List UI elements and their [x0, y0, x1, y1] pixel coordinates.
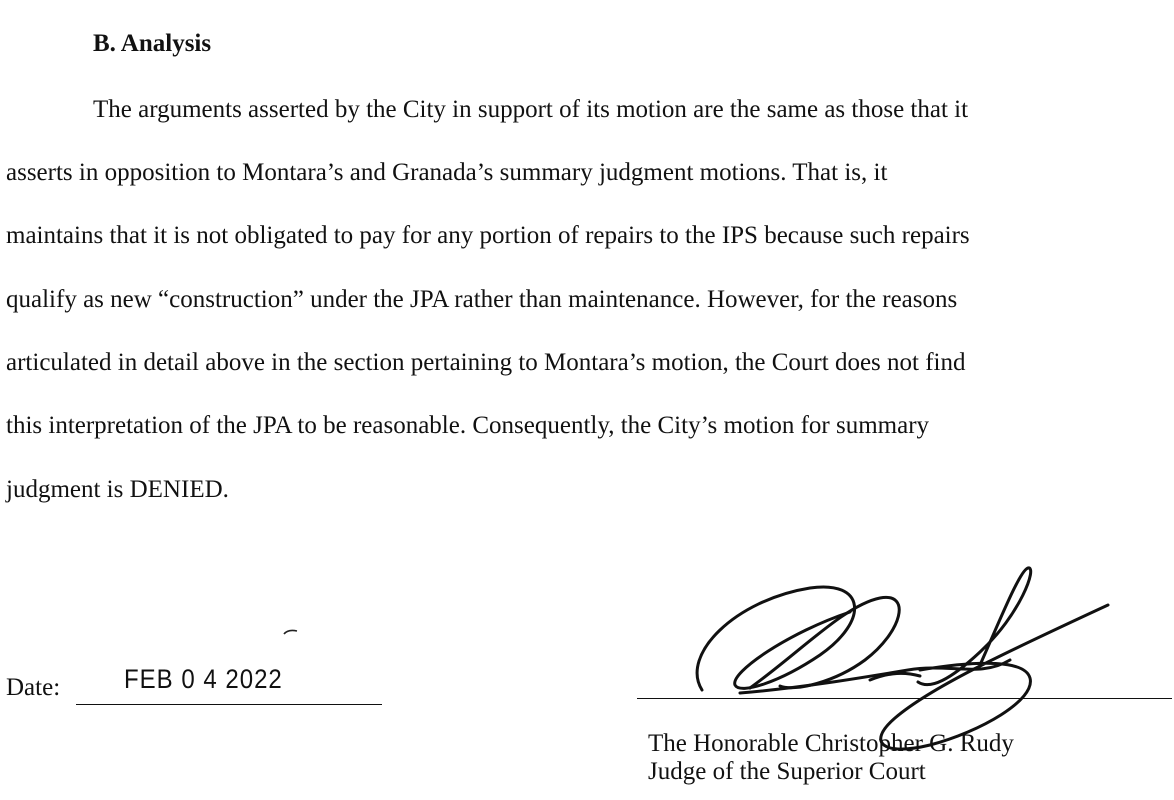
handwritten-signature: [680, 560, 1140, 770]
paragraph-line: articulated in detail above in the section pertaining to Montara’s motion, the Court does not find: [6, 349, 966, 376]
stray-pen-mark: [283, 628, 299, 636]
paragraph-line: The arguments asserted by the City in support of its motion are the same as those that it: [93, 96, 969, 123]
date-underline: [76, 704, 382, 705]
paragraph-line: qualify as new “construction” under the JPA rather than maintenance. However, for the reasons: [6, 286, 958, 313]
date-label: Date:: [6, 674, 61, 701]
date-stamp: FEB 0 4 2022: [124, 664, 283, 695]
paragraph-line: judgment is DENIED.: [6, 476, 229, 503]
section-heading: B. Analysis: [93, 30, 212, 57]
signer-title: Judge of the Superior Court: [648, 758, 926, 785]
signer-name: The Honorable Christopher G. Rudy: [648, 730, 1014, 757]
paragraph-line: asserts in opposition to Montara’s and Granada’s summary judgment motions. That is, it: [6, 159, 888, 186]
paragraph-line: this interpretation of the JPA to be reasonable. Consequently, the City’s motion for summary: [6, 412, 930, 439]
paragraph-line: maintains that it is not obligated to pay for any portion of repairs to the IPS because such repairs: [6, 222, 970, 249]
